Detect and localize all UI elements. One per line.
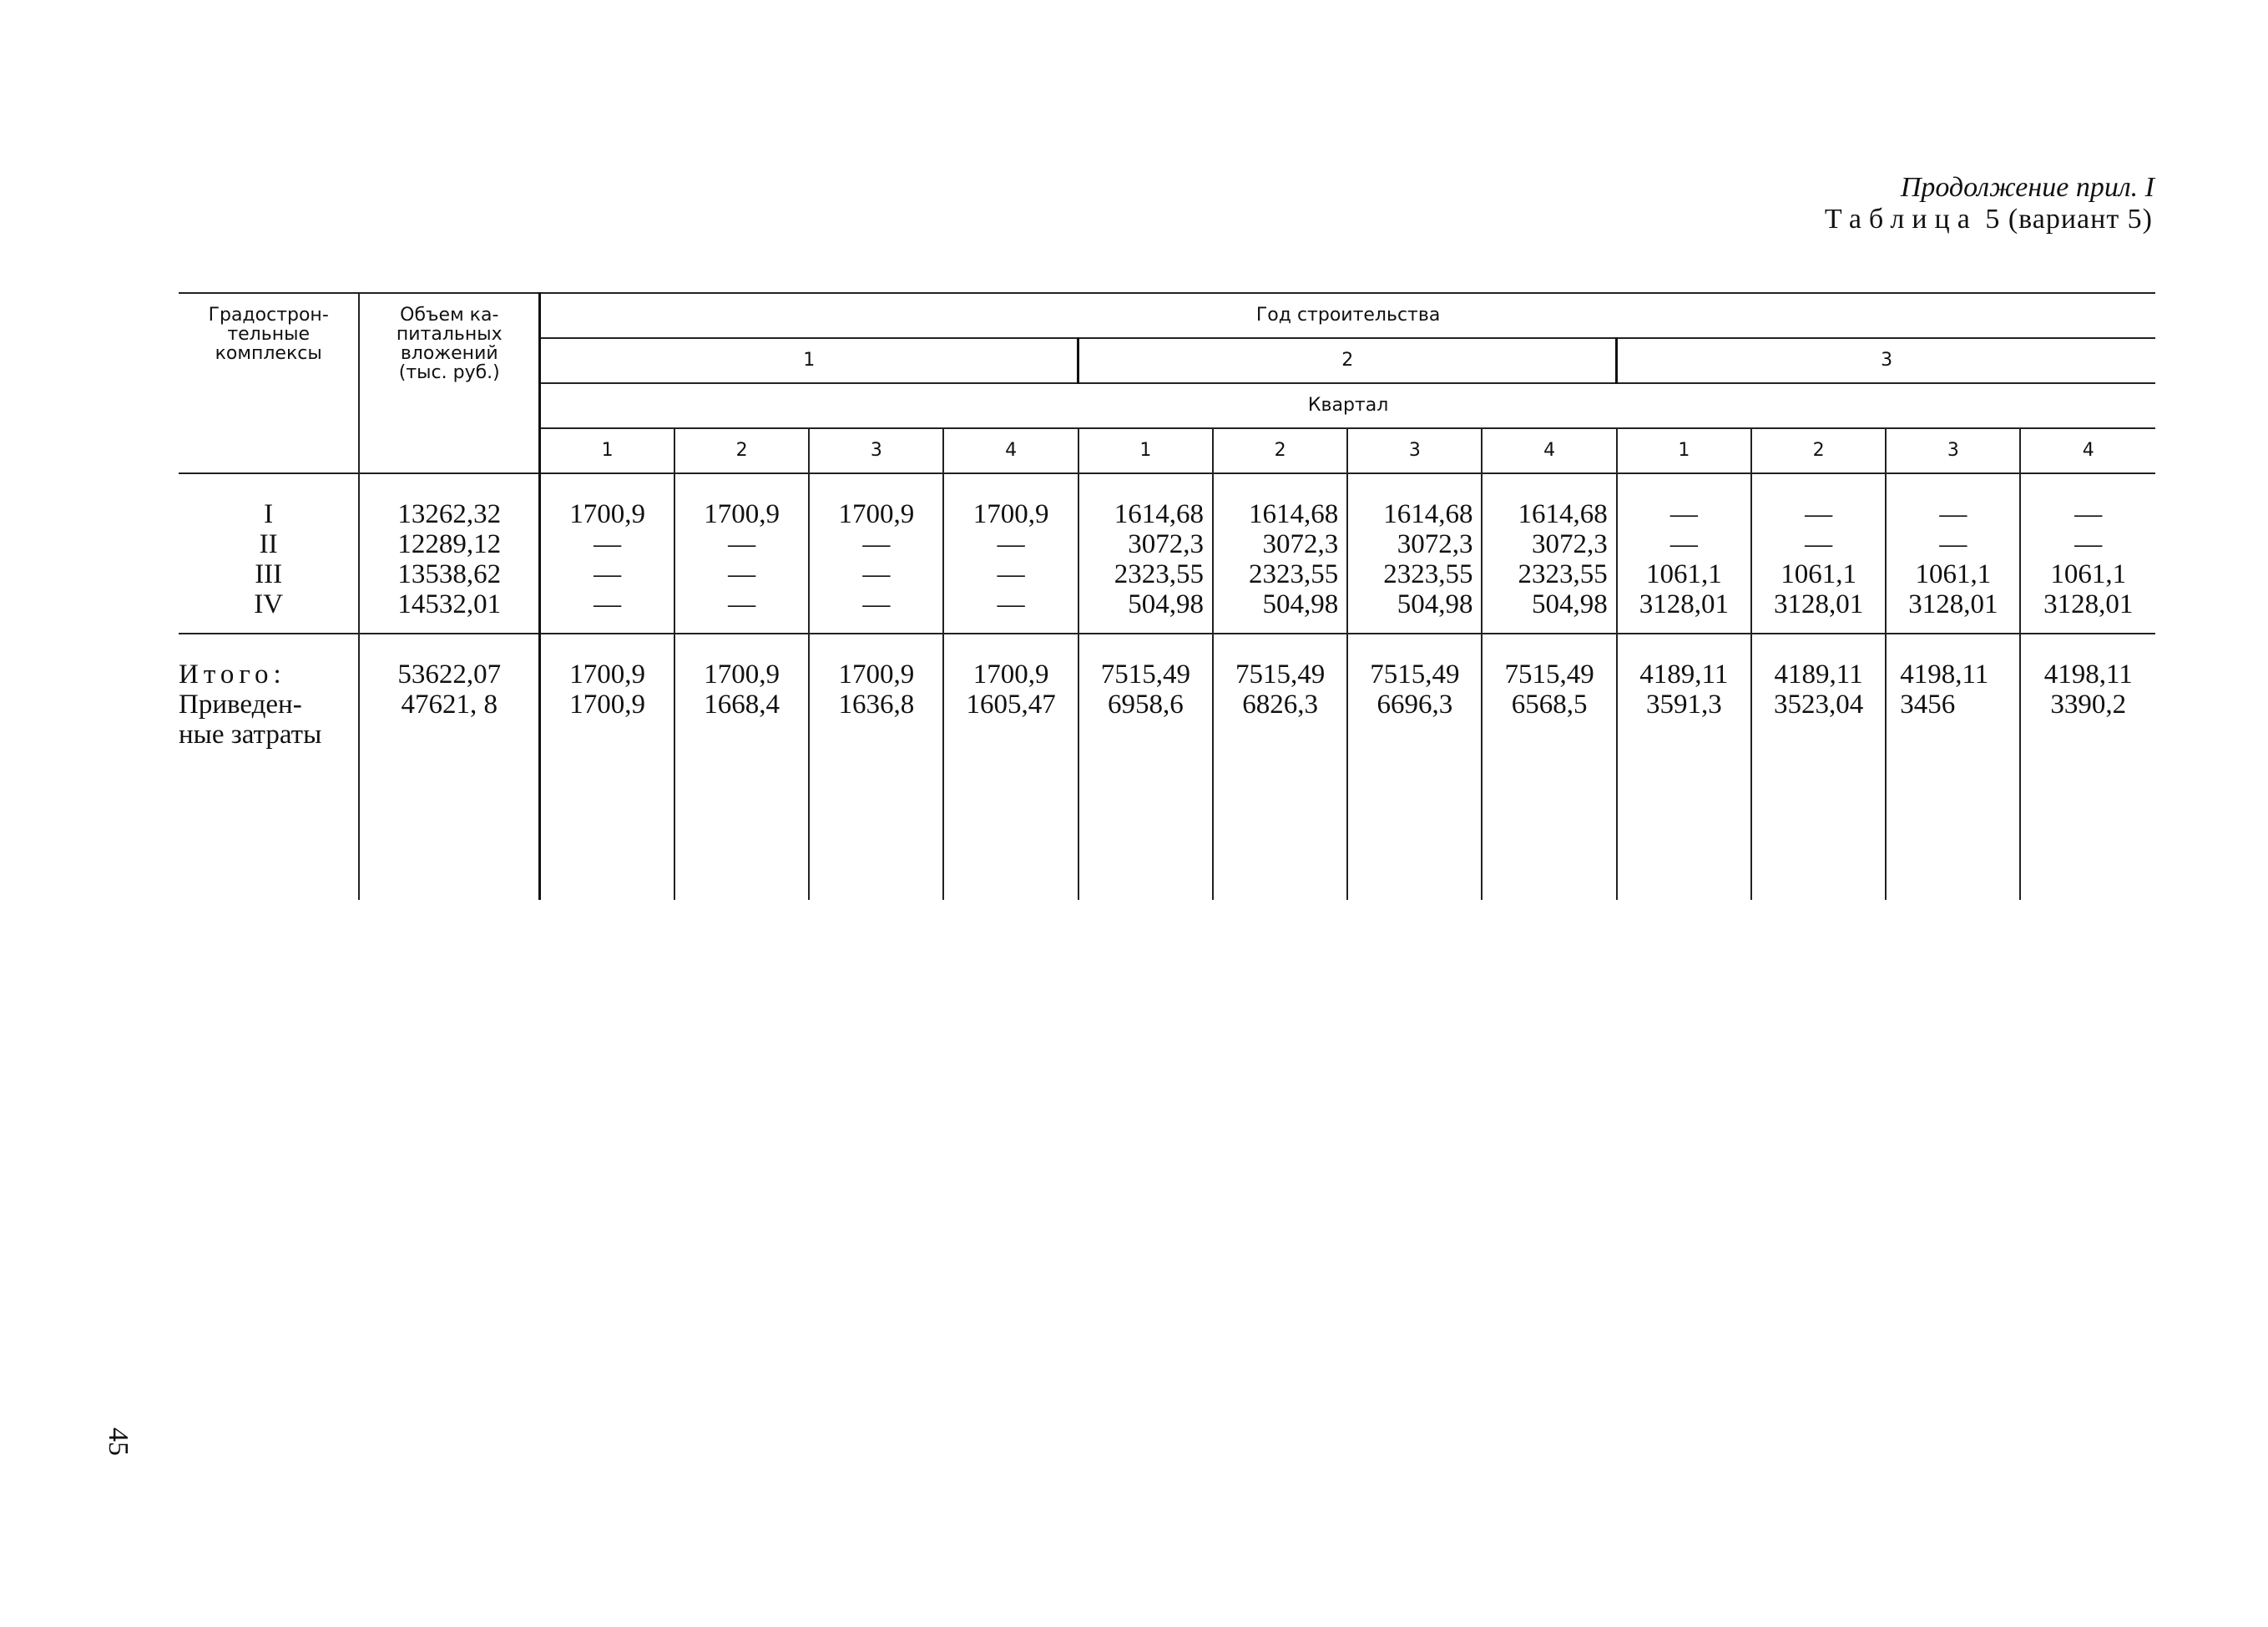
col-head-quarter: Квартал	[540, 383, 2155, 428]
year-1-header: 1	[540, 338, 1078, 383]
page-number: 45	[103, 1427, 134, 1456]
data-table	[179, 292, 2155, 900]
quarter-header: 3	[1886, 428, 2020, 473]
quarter-header: 4	[2020, 428, 2155, 473]
value-cell: — — 1061,1 3128,01	[1751, 473, 1886, 634]
col-head-year: Год строительства	[540, 293, 2155, 338]
totals-labels: Итого: Приведен- ные затраты	[179, 659, 322, 750]
totals-cell: 4198,11 3390,2	[2020, 634, 2155, 750]
value-cell: 1614,68 3072,3 2323,55 504,98	[1078, 473, 1213, 634]
value-cell: 1614,68 3072,3 2323,55 504,98	[1213, 473, 1347, 634]
quarter-header: 1	[1078, 428, 1213, 473]
value-cell: 1614,68 3072,3 2323,55 504,98	[1482, 473, 1616, 634]
table-word: Таблица	[1824, 204, 1978, 235]
totals-cell: 7515,49 6826,3	[1213, 634, 1347, 750]
table-caption	[1825, 204, 2153, 235]
totals-cell: 1700,9 1605,47	[943, 634, 1078, 750]
totals-volume: 53622,07 47621, 8	[359, 634, 539, 750]
quarter-header: 4	[1482, 428, 1616, 473]
quarter-header: 3	[809, 428, 943, 473]
totals-cell: 7515,49 6958,6	[1078, 634, 1213, 750]
value-cell: 1614,68 3072,3 2323,55 504,98	[1347, 473, 1482, 634]
continuation-title: Продолжение прил. I	[1900, 172, 2154, 203]
value-cell: 1700,9 — — —	[809, 473, 943, 634]
value-cell: — — 1061,1 3128,01	[1886, 473, 2020, 634]
quarter-header: 1	[1617, 428, 1751, 473]
totals-cell: 1700,9 1636,8	[809, 634, 943, 750]
value-cell: — — 1061,1 3128,01	[1617, 473, 1751, 634]
totals-cell: 7515,49 6568,5	[1482, 634, 1616, 750]
table-row	[179, 473, 2155, 634]
totals-cell: 1700,9 1668,4	[674, 634, 809, 750]
totals-cell: 7515,49 6696,3	[1347, 634, 1482, 750]
year-2-header: 2	[1078, 338, 1617, 383]
value-cell: — — 1061,1 3128,01	[2020, 473, 2155, 634]
totals-cell: 4189,11 3523,04	[1751, 634, 1886, 750]
year-3-header: 3	[1617, 338, 2155, 383]
volume-cell: 13262,32 12289,12 13538,62 14532,01	[359, 473, 539, 634]
quarter-header: 3	[1347, 428, 1482, 473]
value-cell: 1700,9 — — —	[540, 473, 674, 634]
quarter-header: 2	[1751, 428, 1886, 473]
totals-cell: 1700,9 1700,9	[540, 634, 674, 750]
complex-labels: I II III IV	[179, 473, 359, 634]
totals-cell: 4189,11 3591,3	[1617, 634, 1751, 750]
totals-cell: 4198,11 3456	[1886, 634, 2020, 750]
table-variant: (вариант 5)	[2008, 204, 2153, 235]
quarter-header: 1	[540, 428, 674, 473]
empty-continuation	[179, 750, 2155, 900]
quarter-header: 2	[674, 428, 809, 473]
col-head-investment: Объем ка- питальных вложений (тыс. руб.)	[359, 293, 539, 473]
quarter-header: 2	[1213, 428, 1347, 473]
col-head-complexes: Градострон- тельные комплексы	[179, 293, 359, 473]
value-cell: 1700,9 — — —	[674, 473, 809, 634]
value-cell: 1700,9 — — —	[943, 473, 1078, 634]
totals-row	[179, 634, 2155, 750]
quarter-header: 4	[943, 428, 1078, 473]
table-number: 5	[1985, 204, 2001, 235]
